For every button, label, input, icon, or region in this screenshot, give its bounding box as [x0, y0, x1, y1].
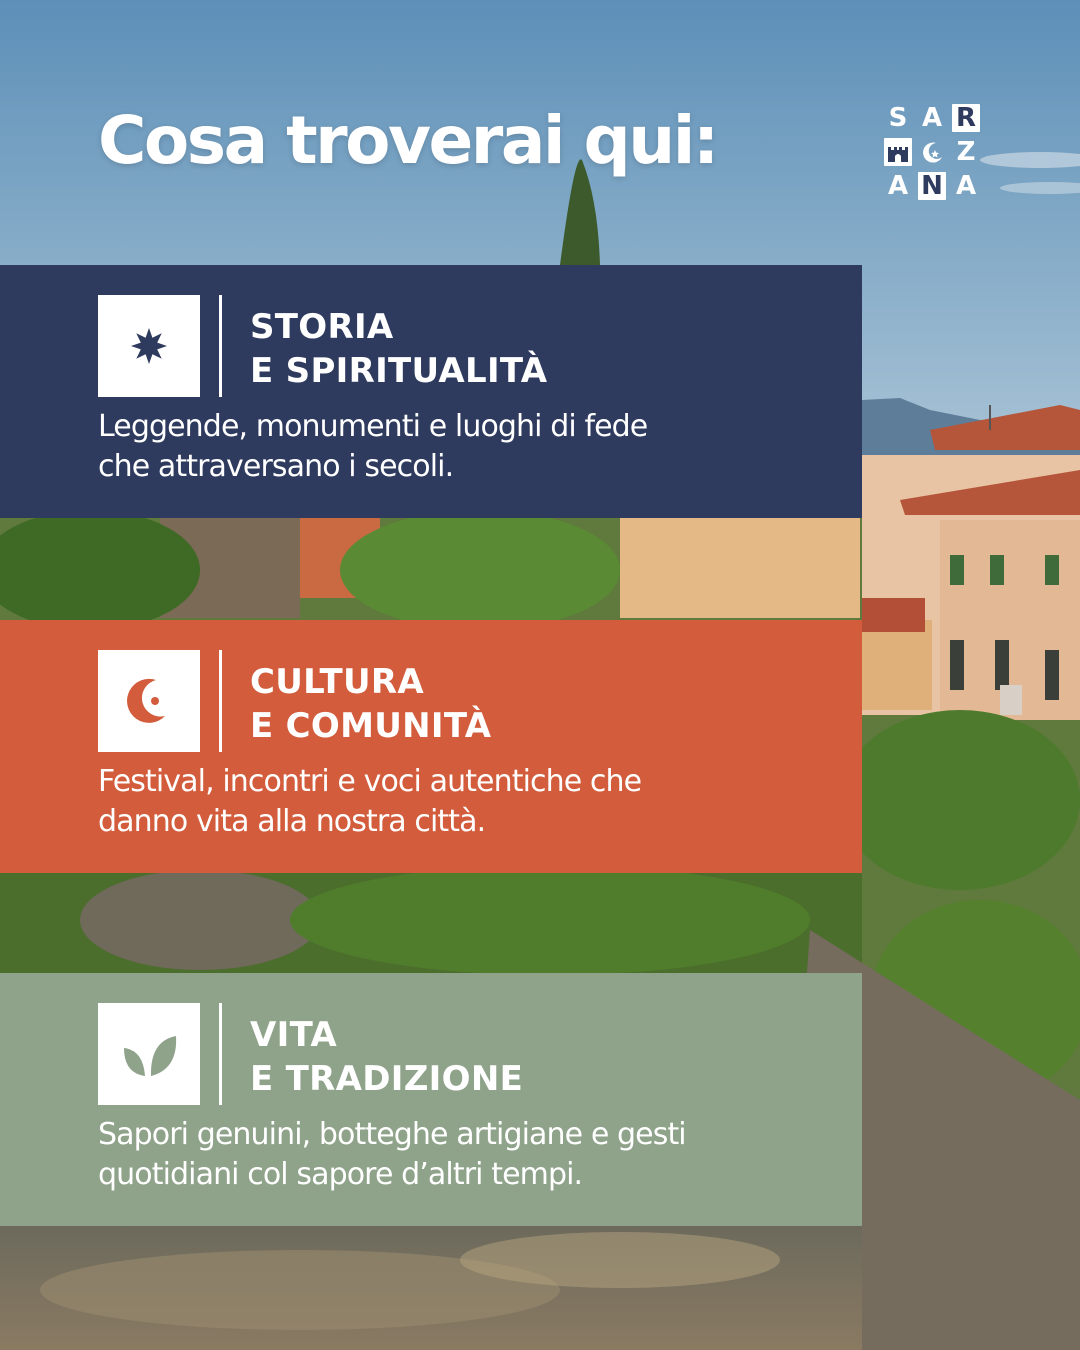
- logo-letter-a: A: [921, 103, 943, 133]
- section-icon-box: [98, 1003, 200, 1105]
- castle-tower-icon: [884, 138, 912, 166]
- section-title-line1: CULTURA: [250, 662, 424, 702]
- section-cultura: [0, 620, 862, 873]
- section-title-line1: STORIA: [250, 307, 394, 347]
- vertical-divider: [219, 295, 222, 397]
- section-description-line1: Leggende, monumenti e luoghi di fede: [98, 409, 648, 444]
- leaves-icon: [98, 1003, 200, 1105]
- logo-letter-z: Z: [956, 137, 976, 167]
- section-description: [98, 762, 838, 842]
- section-description-line2: che attraversano i secoli.: [98, 449, 454, 484]
- section-title-line2: E TRADIZIONE: [250, 1059, 524, 1099]
- section-description-line2: quotidiani col sapore d’altri tempi.: [98, 1157, 583, 1192]
- logo-letter-r: R: [952, 104, 980, 132]
- section-title: [250, 305, 547, 393]
- moon-star-icon: [918, 138, 946, 166]
- section-description-line2: danno vita alla nostra città.: [98, 804, 486, 839]
- section-description: [98, 1115, 838, 1195]
- logo-letter-a3: A: [955, 171, 977, 201]
- section-icon-box: [98, 295, 200, 397]
- section-description-line1: Festival, incontri e voci autentiche che: [98, 764, 642, 799]
- section-vita: [0, 973, 862, 1226]
- section-description-line1: Sapori genuini, botteghe artigiane e gesti: [98, 1117, 686, 1152]
- star-icon: [98, 295, 200, 397]
- sarzana-logo: [884, 104, 980, 200]
- headline: Cosa troverai qui:: [98, 102, 717, 179]
- section-title-line1: VITA: [250, 1015, 338, 1055]
- vertical-divider: [219, 650, 222, 752]
- section-title: [250, 660, 491, 748]
- section-storia: [0, 265, 862, 518]
- section-icon-box: [98, 650, 200, 752]
- logo-letter-a2: A: [887, 171, 909, 201]
- section-title: [250, 1013, 523, 1101]
- vertical-divider: [219, 1003, 222, 1105]
- section-title-line2: E SPIRITUALITÀ: [250, 351, 548, 391]
- section-title-line2: E COMUNITÀ: [250, 706, 492, 746]
- logo-letter-n: N: [918, 172, 946, 200]
- crescent-moon-icon: [98, 650, 200, 752]
- logo-letter-s: S: [888, 103, 908, 133]
- section-description: [98, 407, 838, 487]
